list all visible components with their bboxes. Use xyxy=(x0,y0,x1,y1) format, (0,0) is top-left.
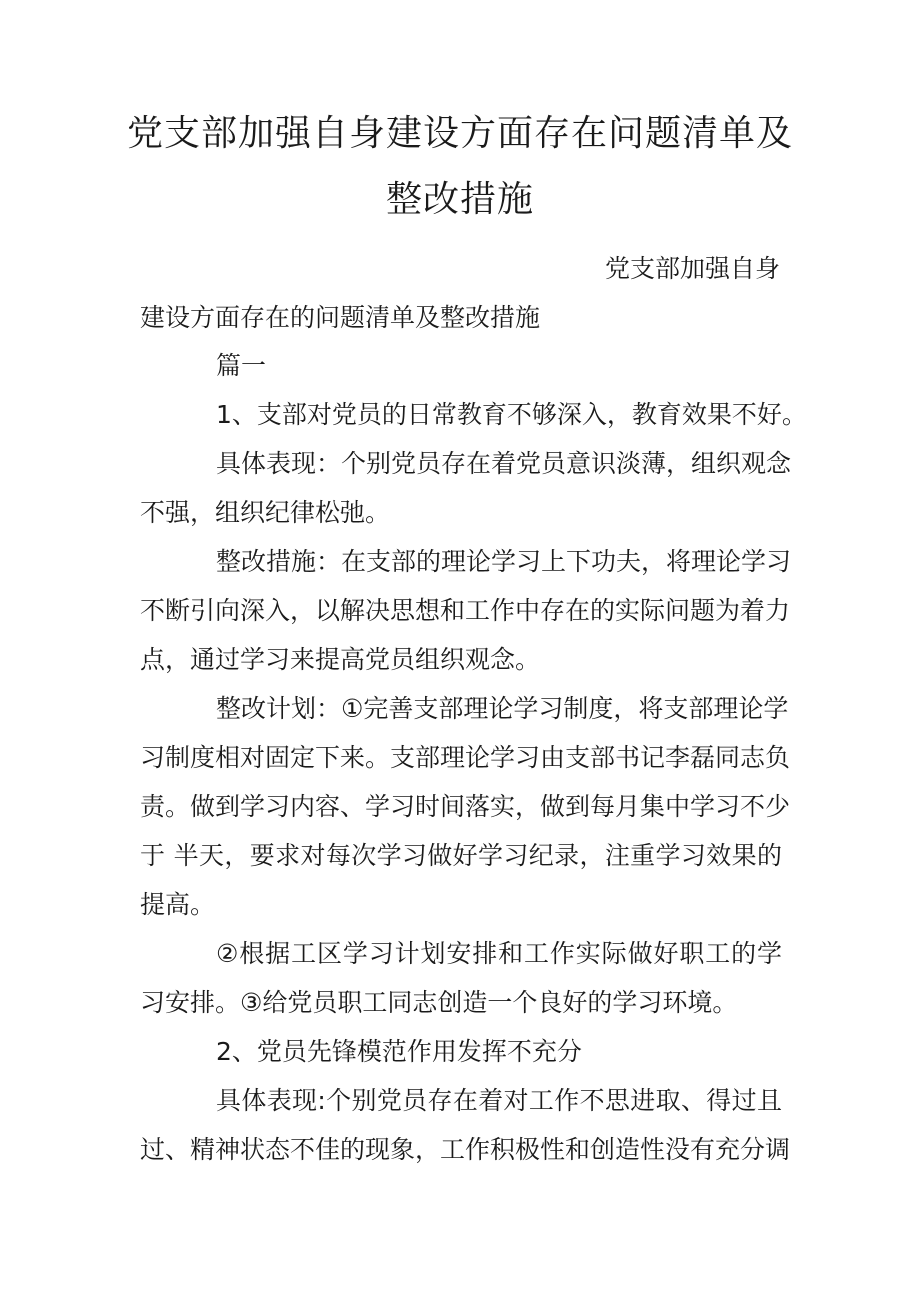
paragraph-7-line-1: 具体表现:个别党员存在着对工作不思进取、得过且 xyxy=(216,1086,782,1115)
paragraph-4-line-5: 提高。 xyxy=(140,890,216,919)
subtitle-line-2: 建设方面存在的问题清单及整改措施 xyxy=(140,303,541,332)
paragraph-6-line-1: 2、党员先锋模范作用发挥不充分 xyxy=(216,1037,582,1066)
paragraph-3-line-1: 整改措施：在支部的理论学习上下功夫，将理论学习 xyxy=(216,547,792,576)
paragraph-3-line-3: 点，通过学习来提高党员组织观念。 xyxy=(140,645,541,674)
paragraph-4-line-4: 于 半天，要求对每次学习做好学习纪录，注重学习效果的 xyxy=(140,841,782,870)
paragraph-2-line-2: 不强，组织纪律松弛。 xyxy=(140,498,391,527)
document-title-line-1: 党支部加强自身建设方面存在问题清单及 xyxy=(126,113,793,154)
paragraph-2-line-1: 具体表现：个别党员存在着党员意识淡薄，组织观念 xyxy=(216,449,792,478)
subtitle-line-1: 党支部加强自身 xyxy=(604,254,780,283)
paragraph-5-line-1: ②根据工区学习计划安排和工作实际做好职工的学 xyxy=(216,939,782,968)
paragraph-3-line-2: 不断引向深入，以解决思想和工作中存在的实际问题为着力 xyxy=(140,596,791,625)
paragraph-7-line-2: 过、精神状态不佳的现象，工作积极性和创造性没有充分调 xyxy=(140,1135,791,1164)
section-heading: 篇一 xyxy=(216,351,267,380)
document-title-line-2: 整改措施 xyxy=(385,179,534,220)
paragraph-4-line-3: 责。做到学习内容、学习时间落实，做到每月集中学习不少 xyxy=(140,792,791,821)
paragraph-5-line-2: 习安排。③给党员职工同志创造一个良好的学习环境。 xyxy=(140,988,738,1017)
paragraph-4-line-1: 整改计划：①完善支部理论学习制度，将支部理论学 xyxy=(216,694,789,723)
paragraph-1-line-1: 1、支部对党员的日常教育不够深入，教育效果不好。 xyxy=(216,400,807,429)
paragraph-4-line-2: 习制度相对固定下来。支部理论学习由支部书记李磊同志负 xyxy=(140,743,791,772)
